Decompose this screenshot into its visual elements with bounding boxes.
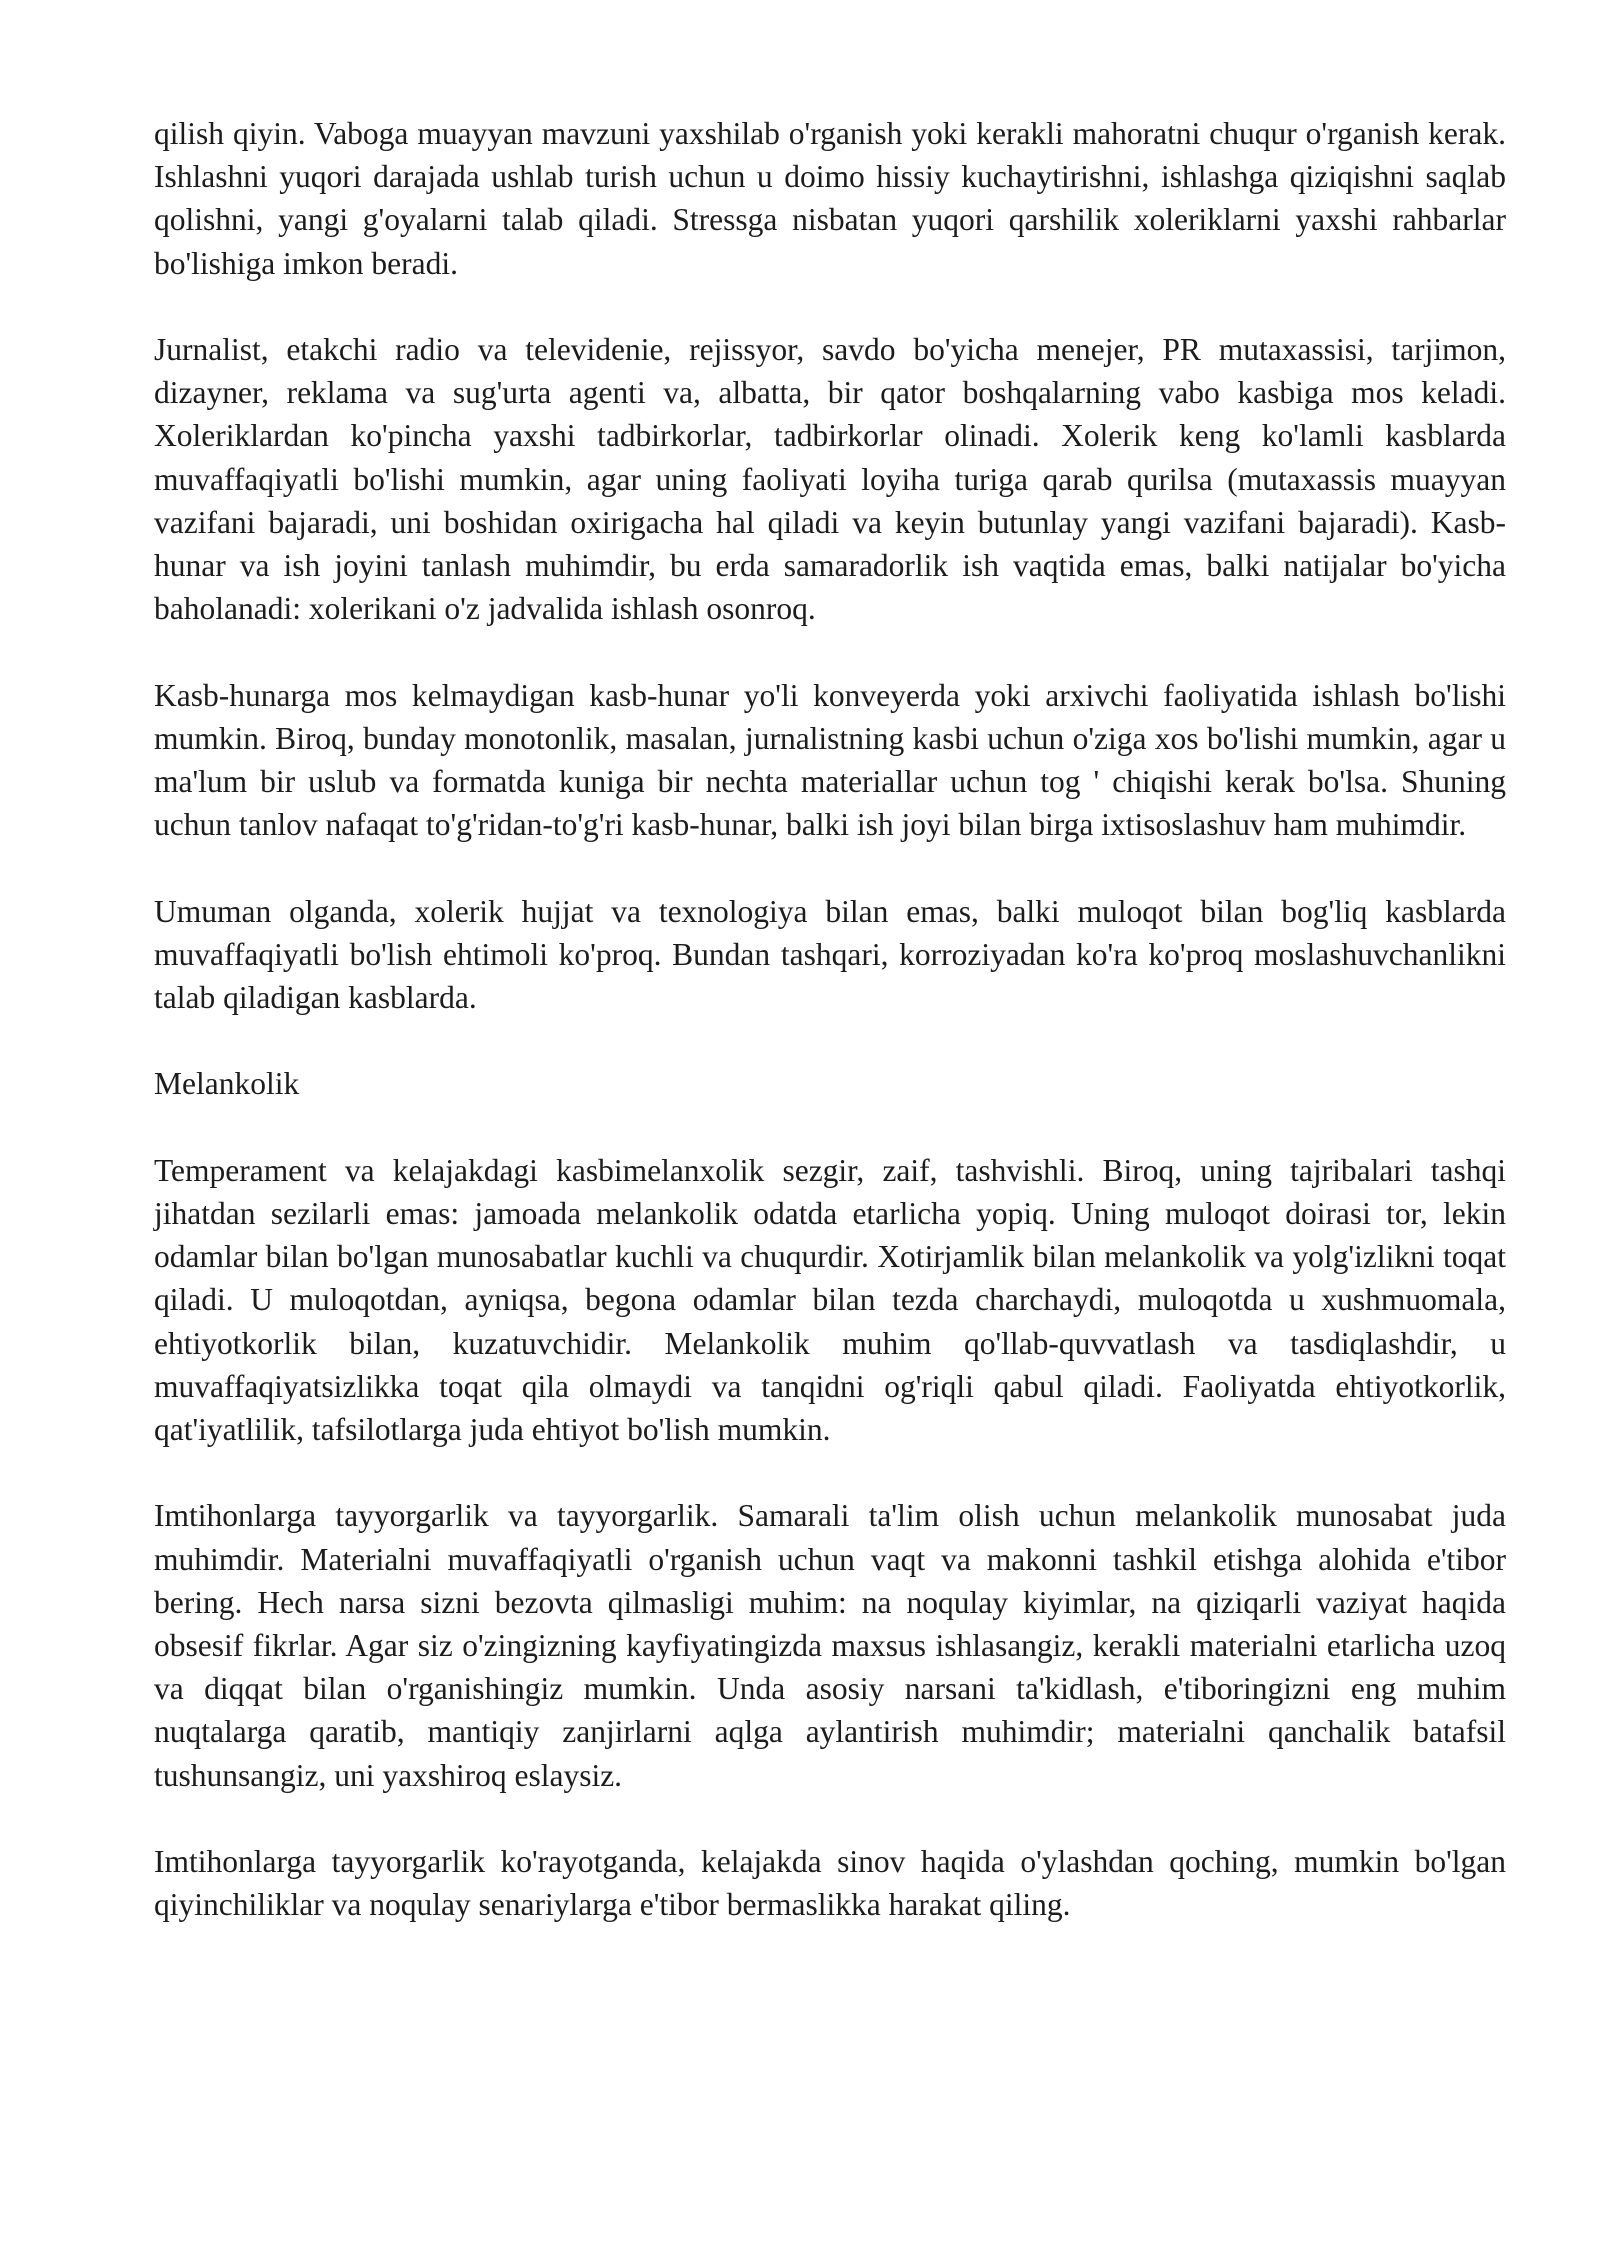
paragraph-choleric-professions: Jurnalist, etakchi radio va televidenie, rejissyor, savdo bo'yicha menejer, PR mutaxassisi, tarjimon, dizayner, reklama va sug'urta agenti va, albatta, bir qator boshqalarning vabo kasbiga mos keladi. Xoleriklardan ko'pincha yaxshi tadbirkorlar, tadbirkorlar olinadi. Xolerik keng ko'lamli kasblarda muvaffaqiyatli bo'lishi mumkin, agar uning faoliyati loyiha turiga qarab qurilsa (mutaxassis muayyan vazifani bajaradi, uni boshidan oxirigacha hal qiladi va keyin butunlay yangi vazifani bajaradi). Kasb-hunar va ish joyini tanlash muhimdir, bu erda samaradorlik ish vaqtida emas, balki natijalar bo'yicha baholanadi: xolerikani o'z jadvalida ishlash osonroq. bbox=[154, 332, 1506, 627]
document-page bbox=[154, 112, 1506, 1970]
paragraph-melancholic-temperament: Temperament va kelajakdagi kasbimelanxolik sezgir, zaif, tashvishli. Biroq, uning tajribalari tashqi jihatdan sezilarli emas: jamoada melankolik odatda etarlicha yopiq. Uning muloqot doirasi tor, lekin odamlar bilan bo'lgan munosabatlar kuchli va chuqurdir. Xotirjamlik bilan melankolik va yolg'izlikni toqat qiladi. U muloqotdan, ayniqsa, begona odamlar bilan tezda charchaydi, muloqotda u xushmuomala, ehtiyotkorlik bilan, kuzatuvchidir. Melankolik muhim qo'llab-quvvatlash va tasdiqlashdir, u muvaffaqiyatsizlikka toqat qila olmaydi va tanqidni og'riqli qabul qiladi. Faoliyatda ehtiyotkorlik, qat'iyatlilik, tafsilotlarga juda ehtiyot bo'lish mumkin. bbox=[154, 1152, 1506, 1448]
paragraph-unsuitable-professions: Kasb-hunarga mos kelmaydigan kasb-hunar yo'li konveyerda yoki arxivchi faoliyatida ishlash bo'lishi mumkin. Biroq, bunday monotonlik, masalan, jurnalistning kasbi uchun o'ziga xos bo'lishi mumkin, agar u ma'lum bir uslub va formatda kuniga bir nechta materiallar uchun tog ' chiqishi kerak bo'lsa. Shuning uchun tanlov nafaqat to'g'ridan-to'g'ri kasb-hunar, balki ish joyi bilan birga ixtisoslashuv ham muhimdir. bbox=[154, 677, 1506, 843]
paragraph-exam-advice: Imtihonlarga tayyorgarlik ko'rayotganda, kelajakda sinov haqida o'ylashdan qoching, mumkin bo'lgan qiyinchiliklar va noqulay senariylarga e'tibor bermaslikka harakat qiling. bbox=[154, 1844, 1506, 1923]
section-heading-melancholic: Melankolik bbox=[154, 1066, 300, 1102]
paragraph-choleric-leadership: qilish qiyin. Vaboga muayyan mavzuni yaxshilab o'rganish yoki kerakli mahoratni chuqur o'rganish kerak. Ishlashni yuqori darajada ushlab turish uchun u doimo hissiy kuchaytirishni, ishlashga qiziqishni saqlab qolishni, yangi g'oyalarni talab qiladi. Stressga nisbatan yuqori qarshilik xoleriklarni yaxshi rahbarlar bo'lishiga imkon beradi. bbox=[154, 116, 1506, 281]
paragraph-choleric-summary: Umuman olganda, xolerik hujjat va texnologiya bilan emas, balki muloqot bilan bog'liq kasblarda muvaffaqiyatli bo'lish ehtimoli ko'proq. Bundan tashqari, korroziyadan ko'ra ko'proq moslashuvchanlikni talab qiladigan kasblarda. bbox=[154, 893, 1506, 1016]
paragraph-exam-preparation: Imtihonlarga tayyorgarlik va tayyorgarlik. Samarali ta'lim olish uchun melankolik munosabat juda muhimdir. Materialni muvaffaqiyatli o'rganish uchun vaqt va makonni tashkil etishga alohida e'tibor bering. Hech narsa sizni bezovta qilmasligi muhim: na noqulay kiyimlar, na qiziqarli vaziyat haqida obsesif fikrlar. Agar siz o'zingizning kayfiyatingizda maxsus ishlasangiz, kerakli materialni etarlicha uzoq va diqqat bilan o'rganishingiz mumkin. Unda asosiy narsani ta'kidlash, e'tiboringizni eng muhim nuqtalarga qaratib, mantiqiy zanjirlarni aqlga aylantirish muhimdir; materialni qanchalik batafsil tushunsangiz, uni yaxshiroq eslaysiz. bbox=[154, 1498, 1506, 1793]
